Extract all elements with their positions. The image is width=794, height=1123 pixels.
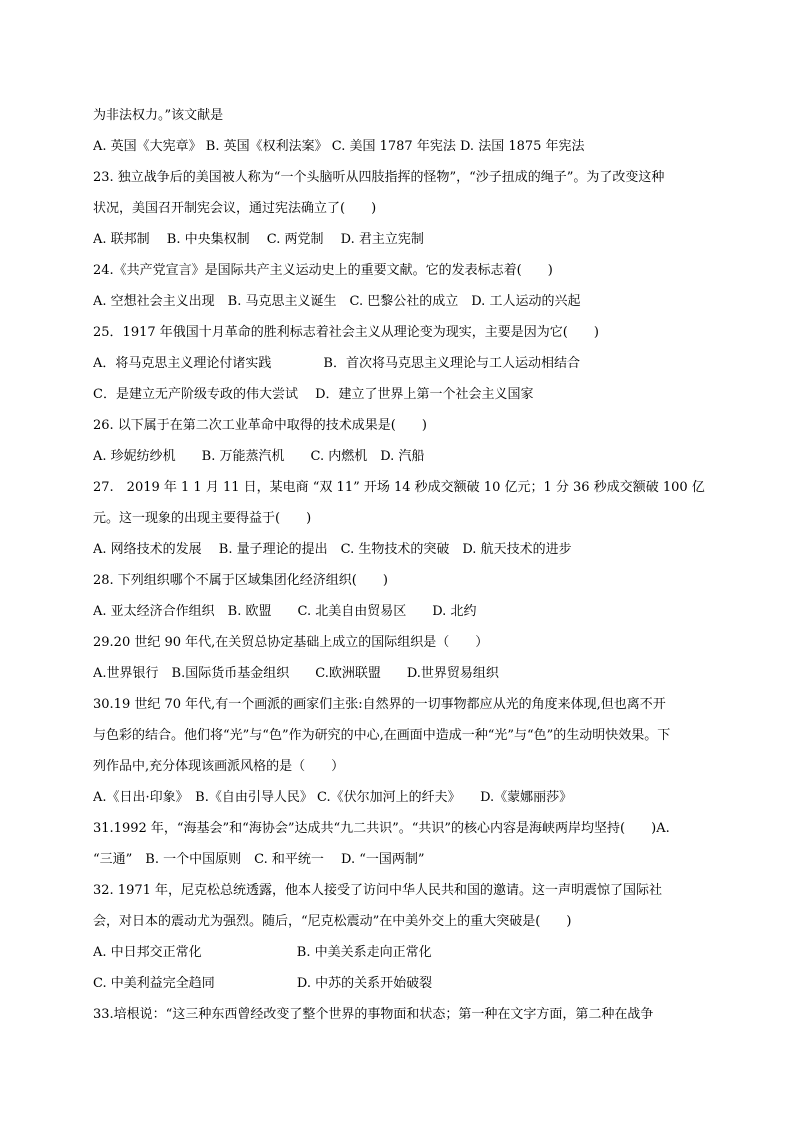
text-line-7: A. 空想社会主义出现 B. 马克思主义诞生 C. 巴黎公社的成立 D. 工人运动的兴起 (93, 294, 581, 309)
text-line-6: 24.《共产党宣言》是国际共产主义运动史上的重要文献。它的发表标志着( ) (93, 263, 553, 278)
text-line-26: 32. 1971 年，尼克松总统透露，他本人接受了访问中华人民共和国的邀请。这一声明震惊了国际社 (93, 883, 663, 898)
text-line-29: C. 中美利益完全趋同 D. 中苏的关系开始破裂 (93, 976, 433, 991)
text-line-18: 29.20 世纪 90 年代,在关贸总协定基础上成立的国际组织是（ ） (93, 635, 489, 650)
text-line-28: A. 中日邦交正常化 B. 中美关系走向正常化 (93, 945, 432, 960)
text-line-27: 会，对日本的震动尤为强烈。随后，“尼克松震动”在中美外交上的重大突破是( ) (93, 914, 572, 929)
text-line-22: 列作品中,充分体现该画派风格的是（ ） (93, 759, 345, 774)
text-line-23: A.《日出·印象》 B.《自由引导人民》 C.《伏尔加河上的纤夫》 D.《蒙娜丽莎》 (93, 790, 573, 805)
text-line-2: A. 英国《大宪章》 B. 英国《权利法案》 C. 美国 1787 年宪法 D. 法国 1875 年宪法 (93, 139, 585, 154)
text-line-4: 状况，美国召开制宪会议，通过宪法确立了( ) (93, 201, 377, 216)
text-line-10: C．是建立无产阶级专政的伟大尝试 D．建立了世界上第一个社会主义国家 (93, 387, 534, 402)
text-line-9: A．将马克思主义理论付诸实践 B．首次将马克思主义理论与工人运动相结合 (93, 356, 580, 371)
text-line-1: 为非法权力。”该文献是 (93, 108, 224, 123)
text-line-14: 元。这一现象的出现主要得益于( ) (93, 511, 312, 526)
text-line-20: 30.19 世纪 70 年代,有一个画派的画家们主张:自然界的一切事物都应从光的角度来体现,但也离不开 (93, 697, 666, 712)
text-line-24: 31.1992 年，“海基会”和“海协会”达成共“九二共识”。“共识”的核心内容是海峡两岸均坚持( )A. (93, 821, 670, 836)
document-page (93, 100, 705, 1030)
text-line-21: 与色彩的结合。他们将“光”与“色”作为研究的中心,在画面中造成一种“光”与“色”的生动明快效果。下 (93, 728, 671, 743)
text-line-19: A.世界银行 B.国际货币基金组织 C.欧洲联盟 D.世界贸易组织 (93, 666, 499, 681)
text-line-30: 33.培根说：“这三种东西曾经改变了整个世界的事物面和状态；第一种在文字方面，第二种在战争 (93, 1007, 654, 1022)
text-line-3: 23. 独立战争后的美国被人称为“一个头脑听从四肢指挥的怪物”，“沙子扭成的绳子”。为了改变这种 (93, 170, 665, 185)
text-line-16: 28. 下列组织哪个不属于区域集团化经济组织( ) (93, 573, 388, 588)
text-line-15: A. 网络技术的发展 B. 量子理论的提出 C. 生物技术的突破 D. 航天技术的进步 (93, 542, 572, 557)
text-line-5: A. 联邦制 B. 中央集权制 C. 两党制 D. 君主立宪制 (93, 232, 424, 247)
text-line-17: A. 亚太经济合作组织 B. 欧盟 C. 北美自由贸易区 D. 北约 (93, 604, 477, 619)
text-line-25: “三通” B. 一个中国原则 C. 和平统一 D. “一国两制” (93, 852, 425, 867)
text-line-13: 27. 2019 年 1 1 月 11 日，某电商 “双 11” 开场 14 秒成交额破 10 亿元；1 分 36 秒成交额破 100 亿 (93, 480, 705, 495)
text-line-12: A. 珍妮纺纱机 B. 万能蒸汽机 C. 内燃机 D. 汽船 (93, 449, 425, 464)
text-line-11: 26. 以下属于在第二次工业革命中取得的技术成果是( ) (93, 418, 427, 433)
text-line-8: 25．1917 年俄国十月革命的胜利标志着社会主义从理论变为现实，主要是因为它( ) (93, 325, 599, 340)
